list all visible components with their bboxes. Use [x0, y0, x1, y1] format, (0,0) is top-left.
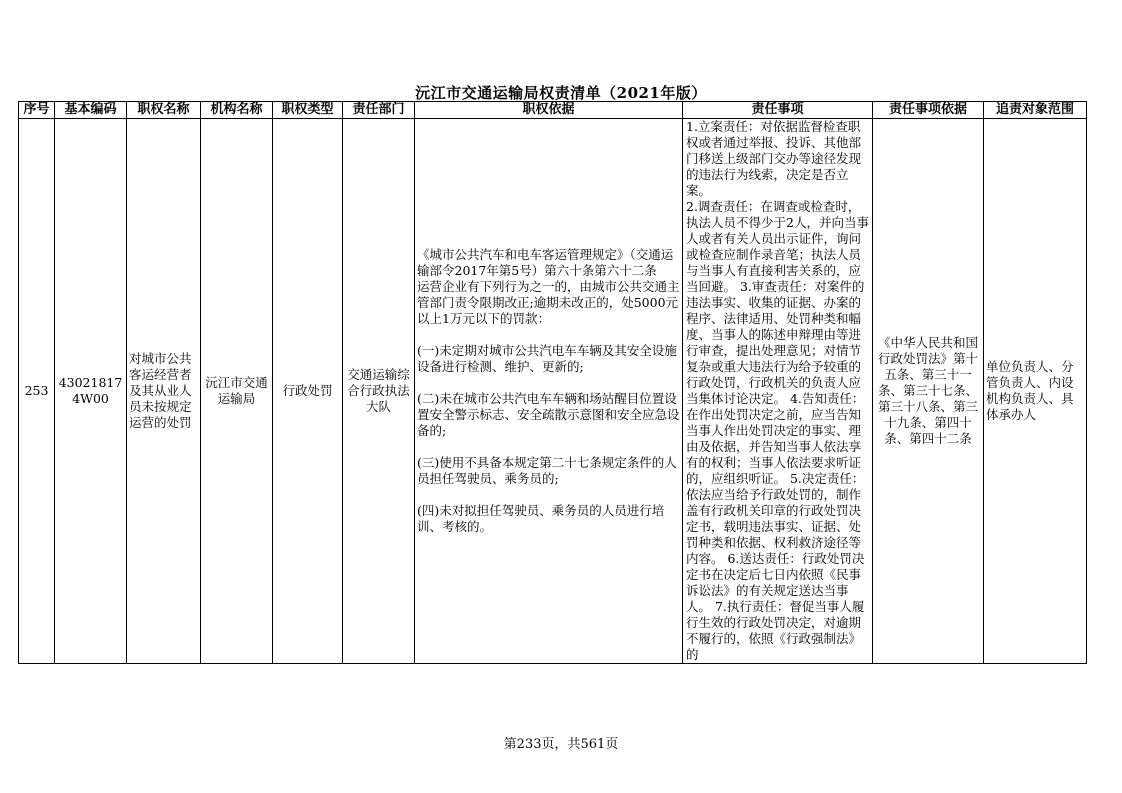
header-dept: 责任部门 — [343, 102, 415, 119]
header-power-name: 职权名称 — [127, 102, 201, 119]
header-basis: 职权依据 — [415, 102, 683, 119]
cell-duty-basis: 《中华人民共和国行政处罚法》第十五条、第三十一条、第三十七条、第三十八条、第三十九条、第四十条、第四十二条 — [873, 119, 984, 664]
responsibility-table — [18, 101, 1087, 664]
cell-basis: 《城市公共汽车和电车客运管理规定》（交通运输部令2017年第5号）第六十条第六十二条 运营企业有下列行为之一的，由城市公共交通主管部门责令限期改正;逾期未改正的，处5000元以上1万元以下的罚款： (一)未定期对城市公共汽电车车辆及其安全设施设备进行检测、维护、更新的; (二)未在城市公共汽电车车辆和场站醒目位置设置安全警示标志、安全疏散示意图和安全应急设备的; (三)使用不具备本规定第二十七条规定条件的人员担任驾驶员、乘务员的; (四)未对拟担任驾驶员、乘务员的人员进行培训、考核的。 — [415, 119, 683, 664]
cell-duty: 1.立案责任：对依据监督检查职权或者通过举报、投诉、其他部门移送上级部门交办等途径发现的违法行为线索，决定是否立案。 2.调查责任：在调查或检查时，执法人员不得少于2人，并向当事人或者有关人员出示证件，询问或检查应制作录音笔；执法人员与当事人有直接利害关系的，应当回避。 3.审查责任：对案件的违法事实、收集的证据、办案的程序、法律适用、处罚种类和幅度、当事人的陈述申辩理由等进行审查，提出处理意见；对情节复杂或重大违法行为给予较重的行政处罚，行政机关的负责人应当集体讨论决定。 4.告知责任：在作出处罚决定之前，应当告知当事人作出处罚决定的事实、理由及依据，并告知当事人依法享有的权利；当事人依法要求听证的，应组织听证。 5.决定责任：依法应当给予行政处罚的，制作盖有行政机关印章的行政处罚决定书，载明违法事实、证据、处罚种类和依据、权利救济途径等内容。 6.送达责任：行政处罚决定书在决定后七日内依照《民事诉讼法》的有关规定送达当事人。 7.执行责任：督促当事人履行生效的行政处罚决定，对逾期不履行的，依照《行政强制法》的 — [683, 119, 873, 664]
header-scope: 追责对象范围 — [984, 102, 1087, 119]
header-org-name: 机构名称 — [201, 102, 273, 119]
header-power-type: 职权类型 — [273, 102, 343, 119]
page-footer: 第233页，共561页 — [503, 737, 619, 752]
page-title: 沅江市交通运输局权责清单（2021年版） — [415, 84, 707, 102]
cell-dept: 交通运输综合行政执法大队 — [343, 119, 415, 664]
cell-code: 430218174W00 — [55, 119, 127, 664]
header-row — [19, 102, 1087, 119]
header-duty-basis: 责任事项依据 — [873, 102, 984, 119]
header-code: 基本编码 — [55, 102, 127, 119]
header-seq: 序号 — [19, 102, 55, 119]
cell-scope: 单位负责人、分管负责人、内设机构负责人、具体承办人 — [984, 119, 1087, 664]
cell-power-name: 对城市公共客运经营者及其从业人员未按规定运营的处罚 — [127, 119, 201, 664]
table-row — [19, 119, 1087, 664]
header-duty: 责任事项 — [683, 102, 873, 119]
cell-power-type: 行政处罚 — [273, 119, 343, 664]
cell-org-name: 沅江市交通运输局 — [201, 119, 273, 664]
cell-seq: 253 — [19, 119, 55, 664]
